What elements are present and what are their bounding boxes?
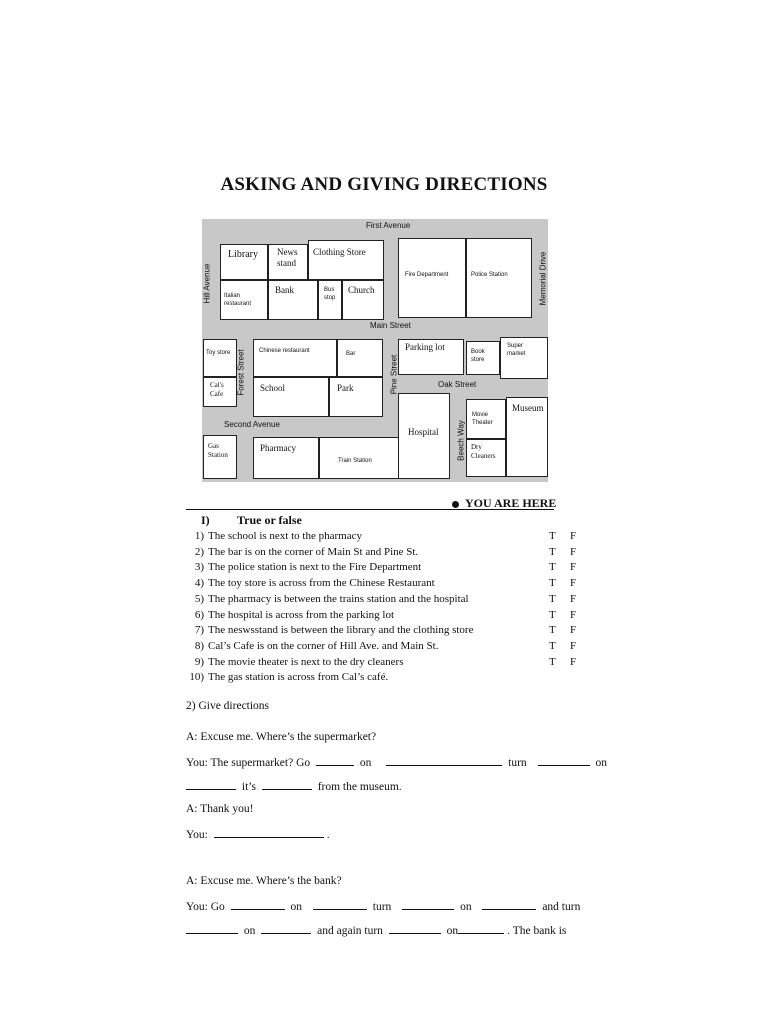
dialog1-question: A: Excuse me. Where’s the supermarket? [186,731,377,743]
street-oak-street: Oak Street [438,380,477,389]
true-option[interactable]: T [549,639,556,652]
label-you: You: [186,829,208,841]
street-beech-way: Beech Way [456,420,466,461]
false-option[interactable]: F [570,530,577,542]
dialog1-thanks: A: Thank you! [186,803,254,815]
statement-text: Cal’s Cafe is on the corner of Hill Ave. and Main St. [208,639,439,652]
block-book-store [466,341,500,375]
word-on: on [243,925,256,937]
block-parking-lot [398,339,464,375]
statement-text: The neswsstand is between the library and the clothing store [208,624,474,637]
section1-number: I) [201,513,210,527]
place-dry-cleaners-1: Dry [471,443,482,451]
statement-row [188,671,388,683]
place-train-station: Train Station [338,458,372,464]
place-italian-1: Italian [224,293,241,299]
statement-text: The school is next to the pharmacy [208,530,362,542]
blank-field[interactable] [313,899,367,910]
block-gas-station [203,435,237,479]
statement-row [188,640,438,652]
period: . [326,829,330,841]
word-on: on [290,901,303,913]
block-chinese-restaurant [253,339,337,377]
block-police-station [466,238,532,318]
place-bar: Bar [346,351,356,357]
true-option[interactable]: T [549,608,556,621]
statement-row [188,609,394,621]
dialog1-reply [186,827,330,841]
statement-text: The bar is on the corner of Main St and Pine St. [208,545,419,558]
section1-heading [201,513,302,528]
blank-field[interactable] [402,899,454,910]
statement-number: 8) [194,639,204,652]
place-library: Library [228,249,258,260]
place-parking-lot: Parking lot [405,342,445,352]
place-hospital: Hospital [408,427,439,437]
statement-text: The police station is next to the Fire Department [208,561,422,574]
place-park: Park [337,383,354,393]
place-news-stand-2: stand [277,258,296,268]
word-on: on [595,757,607,769]
blank-field[interactable] [262,779,312,790]
block-cals-cafe [203,377,237,407]
block-hospital [398,393,450,479]
blank-field[interactable] [214,827,324,838]
block-dry-cleaners [466,439,506,477]
place-school: School [260,383,286,393]
statement-number: 7) [194,624,204,637]
true-option[interactable]: T [549,655,556,668]
word-on: on [446,925,459,937]
block-church [342,280,384,320]
statement-row [188,530,362,542]
location-dot-icon [452,501,459,508]
place-bus-stop-2: stop [324,295,336,301]
statement-text: The toy store is across from the Chinese Restaurant [208,577,435,590]
statement-row [188,624,473,636]
block-news-stand [268,244,308,280]
place-police-station: Police Station [471,272,508,278]
street-main-street: Main Street [370,321,411,330]
block-bus-stop [318,280,342,320]
statement-text: The hospital is across from the parking lot [208,608,395,621]
statement-row [188,561,421,573]
false-option[interactable]: F [570,561,577,574]
block-bar [337,339,383,377]
dialog1-you-go: You: The supermarket? Go [186,757,311,769]
blank-field[interactable] [231,899,285,910]
place-toy-store: Toy store [206,350,231,356]
word-turn: turn [508,757,527,769]
place-bank: Bank [275,285,294,295]
street-pine-street: Pine Street [389,354,399,395]
true-option[interactable]: T [549,545,556,558]
dialog2-answer-line1 [186,899,580,913]
blank-field[interactable] [482,899,536,910]
block-museum [506,397,548,477]
block-clothing-store [308,240,384,280]
place-church: Church [348,285,375,295]
street-forest-street: Forest Street [236,349,246,396]
blank-field[interactable] [316,755,354,766]
statement-number: 4) [194,577,204,590]
dialog2-you-go: You: Go [186,901,225,913]
statement-text: The movie theater is next to the dry cleaners [208,655,404,668]
statement-number: 9) [194,655,204,668]
section1-title: True or false [237,513,302,527]
statement-text: The pharmacy is between the trains station and the hospital [208,592,469,605]
place-movie-theater-1: Movie [472,412,489,418]
blank-field[interactable] [538,755,590,766]
street-first-avenue: First Avenue [366,221,411,230]
statement-row [188,577,435,589]
blank-field[interactable] [261,923,311,934]
place-dry-cleaners-2: Cleaners [471,452,496,460]
street-map [202,219,548,482]
false-option[interactable]: F [570,608,577,621]
street-hill-avenue: Hill Avenue [202,263,212,304]
statement-number: 10) [189,671,204,684]
block-library [220,244,268,280]
false-option[interactable]: F [570,624,577,637]
true-option[interactable]: T [549,592,556,605]
block-movie-theater [466,399,506,439]
street-memorial-drive: Memorial Drive [538,251,548,306]
page-title: ASKING AND GIVING DIRECTIONS [220,174,548,195]
statement-number: 3) [194,561,204,574]
block-bank [268,280,318,320]
word-on: on [359,757,372,769]
statement-row [188,593,469,605]
statement-text: The gas station is across from Cal’s café. [208,671,389,684]
dialog2-answer-line2 [186,923,566,937]
word-turn: turn [372,901,392,913]
place-bus-stop-1: Bus [324,287,335,293]
word-on: on [460,901,472,913]
blank-field[interactable] [458,923,504,934]
block-fire-department [398,238,466,318]
true-option[interactable]: T [549,530,556,542]
place-supermarket-1: Super [507,343,524,349]
block-italian-restaurant [220,280,268,320]
phrase-bank-is: . The bank is [507,925,567,937]
block-school [253,377,329,417]
phrase-from-museum: from the museum. [317,781,402,793]
word-its: it’s [241,781,256,793]
place-cals-cafe-1: Cal's [210,381,224,389]
place-movie-theater-2: Theater [472,420,493,426]
statement-number: 5) [194,592,204,605]
place-museum: Museum [512,403,544,413]
place-gas-station-1: Gas [208,442,219,450]
place-gas-station-2: Station [208,451,228,459]
false-option[interactable]: F [570,639,577,652]
block-toy-store [203,339,237,377]
dialog1-answer-line2 [186,779,402,793]
false-option[interactable]: F [570,577,577,590]
statement-row [188,656,403,668]
street-second-avenue: Second Avenue [224,420,280,429]
true-option[interactable]: T [549,624,556,637]
section2-heading: 2) Give directions [186,700,270,712]
blank-field[interactable] [389,923,441,934]
statement-number: 2) [194,545,204,558]
phrase-and-again-turn: and again turn [317,925,383,937]
statement-number: 6) [194,608,204,621]
you-are-here-label: YOU ARE HERE [465,496,557,510]
place-fire-department: Fire Department [405,272,449,278]
place-chinese-restaurant: Chinese restaurant [259,348,310,354]
false-option[interactable]: F [570,655,577,668]
place-supermarket-2: market [507,351,526,357]
false-option[interactable]: F [570,545,577,558]
dialog1-answer-line1 [186,755,607,769]
false-option[interactable]: F [570,592,577,605]
blank-field[interactable] [186,779,236,790]
place-news-stand-1: News [277,247,298,257]
true-option[interactable]: T [549,577,556,590]
you-are-here-legend [452,496,556,511]
block-park [329,377,383,417]
dialog2-question: A: Excuse me. Where’s the bank? [186,875,342,887]
true-option[interactable]: T [549,561,556,574]
place-book-store-1: Book [471,349,485,355]
place-pharmacy: Pharmacy [260,443,296,453]
blank-field[interactable] [386,755,502,766]
place-book-store-2: store [471,357,485,363]
blank-field[interactable] [186,923,238,934]
place-cals-cafe-2: Cafe [210,390,224,398]
place-clothing-store: Clothing Store [313,247,366,257]
block-supermarket [500,337,548,379]
block-pharmacy [253,437,319,479]
place-italian-2: restaurant [224,301,252,307]
block-train-station [319,437,399,479]
statement-row [188,546,418,558]
phrase-and-turn: and turn [542,901,581,913]
statement-number: 1) [194,530,204,542]
